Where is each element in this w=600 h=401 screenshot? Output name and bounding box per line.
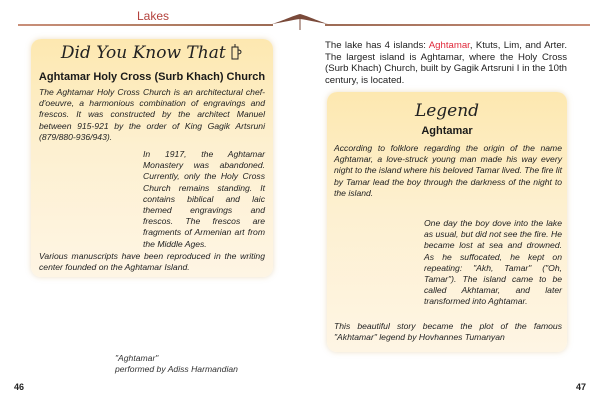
church-heading: Aghtamar Holy Cross (Surb Khach) Church — [38, 71, 266, 83]
legend-title: Legend — [414, 101, 480, 121]
page-header — [0, 0, 600, 30]
header-rule-right — [325, 24, 590, 26]
header-ornament-icon — [270, 10, 330, 32]
church-paragraph-1: The Aghtamar Holy Cross Church is an architectural chef-d'oeuvre, a harmonious combination of engravings and frescos. It was constructed by the architect Manuel between 915-921 by the order of King Gagik Artsruni (879/880-936/943). — [39, 87, 265, 142]
legend-paragraph-1: According to folklore regarding the origin of the name Aghtamar, a love-struck young man made his way every night to the island where his beloved Tamar lived. The fire lit by Tamar lead the boy through the darkness of the night to the island. — [334, 143, 563, 198]
page-number-right: 47 — [576, 382, 587, 392]
legend-paragraph-2: One day the boy dove into the lake as usual, but did not see the fire. He became lost at sea and drowned. As he suffocated, he kept on repeating: "Akh, Tamar" ("Oh, Tamar"). The island came to be called Akhtamar, and later transformed into Aghtamar. — [424, 218, 562, 307]
church-paragraph-2: In 1917, the Aghtamar Monastery was abandoned. Currently, only the Holy Cross Church remains standing. It contains biblical and laic themed engravings and frescos. The frescos are fragments of Armenian art from the Middle Ages. — [143, 149, 265, 249]
church-paragraph-3: Various manuscripts have been reproduced in the writing center founded on the Aghtamar Island. — [39, 251, 265, 273]
candle-icon — [231, 44, 243, 60]
did-you-know-title: Did You Know That — [31, 43, 273, 63]
header-rule-left — [18, 24, 273, 26]
aghtamar-highlight: Aghtamar — [428, 40, 470, 51]
page-number-left: 46 — [14, 382, 25, 392]
islands-intro: The lake has 4 islands: Aghtamar, Ktuts, Lim, and Arter. The largest island is Aghtamar, where the Holy Cross (Surb Khach) Church, built by Gagik Artsruni I in the 10th century, is located. — [325, 40, 567, 86]
section-title: Lakes — [137, 9, 170, 23]
song-caption: "Aghtamar" performed by Adiss Harmandian — [115, 353, 238, 374]
legend-heading: Aghtamar — [421, 125, 473, 137]
legend-paragraph-3: This beautiful story became the plot of the famous "Akhtamar" legend by Hovhannes Tumanyan — [334, 321, 562, 343]
